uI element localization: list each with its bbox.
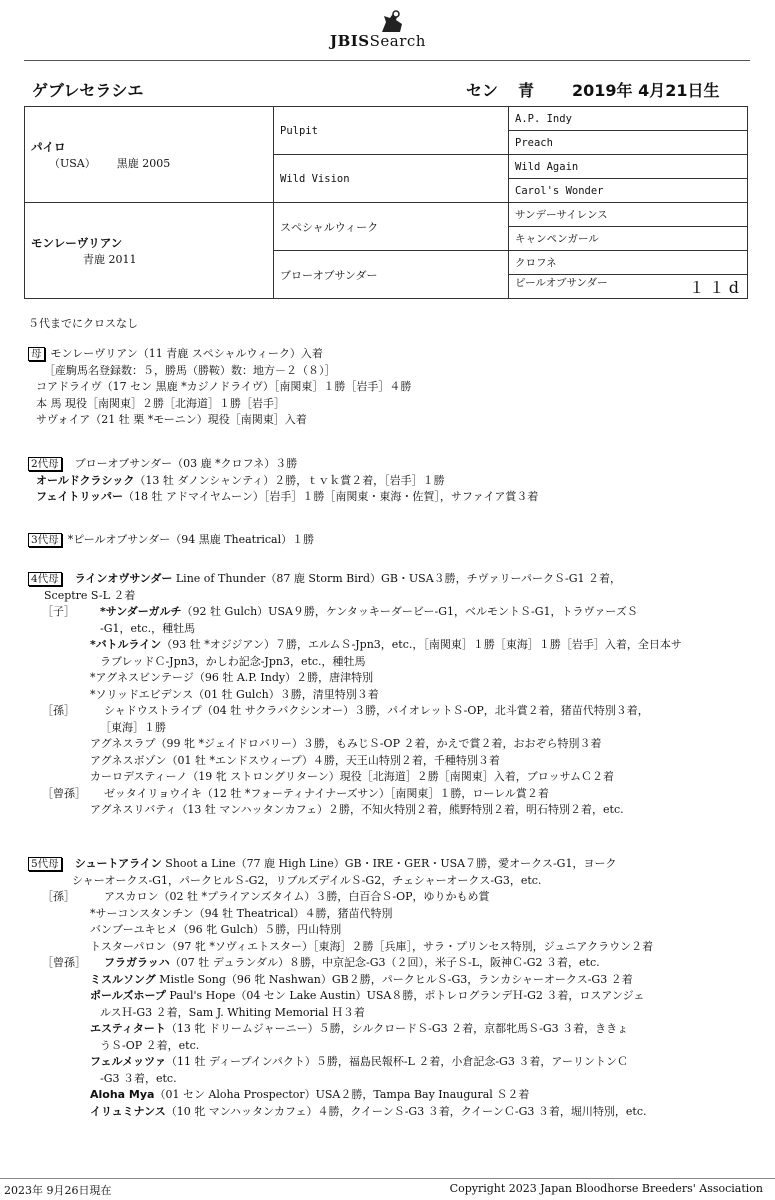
pedigree-g2-cell: Pulpit: [274, 107, 509, 155]
dam-meta: 青鹿 2011: [83, 252, 137, 266]
pedigree-table: [24, 106, 748, 299]
list-item: トスターパロン（97 牝 *ソヴィエトスター）［東海］２勝［兵庫］，サラ・プリンセス特別，ジュニアクラウン２着: [90, 939, 654, 953]
dam-name[interactable]: モンレーヴリアン: [31, 235, 123, 250]
horse-header: [32, 78, 752, 100]
footer-date: 2023年 9月26日現在: [4, 1184, 112, 1197]
pedigree-g2-cell[interactable]: スペシャルウィーク: [274, 203, 509, 251]
horse-sex: セン: [466, 81, 499, 100]
section-tag-3rd-dam: 3代母: [28, 533, 62, 547]
list-item: *バトルライン（93 牡 *オジジアン）７勝，エルムＳ-Jpn3，etc.，［南関東］１勝［東海］１勝［岩手］入着，全日本サ: [90, 638, 682, 651]
pedigree-g3-cell[interactable]: Carol's Wonder: [509, 179, 748, 203]
header-divider: [24, 60, 750, 61]
dam-cell: [25, 203, 274, 299]
list-item: *ソリッドエビデンス（01 牡 Gulch）３勝，清里特別３着: [90, 687, 379, 701]
list-item: アグネスボゾン（01 牡 *エンドスウィープ）４勝，天王山特別２着，千種特別３着: [90, 753, 500, 767]
list-item: カーロデスティーノ（19 牝 ストロングリターン）現役［北海道］２勝［南関東］入着，ブロッサムＣ２着: [90, 770, 615, 783]
list-item: エスティタート（13 牝 ドリームジャーニー）５勝，シルクロードＳ-G3 ２着，京都牝馬Ｓ-G3 ３着，ききょ: [90, 1022, 629, 1035]
list-item: フェルメッツァ（11 牡 ディープインパクト）５勝，福島民報杯-L ２着，小倉記念-G3 ３着，アーリントンＣ: [90, 1055, 629, 1068]
horse-birthdate: 2019年 4月21日生: [572, 81, 720, 100]
footer-copyright: Copyright 2023 Japan Bloodhorse Breeders' Association: [449, 1182, 763, 1195]
sire-cell: [25, 107, 274, 203]
horse-name: ゲブレセラシエ: [32, 81, 144, 100]
horse-rider-icon: [378, 8, 406, 34]
list-item: オールドクラシック（13 牡 ダノンシャンティ）２勝，ｔｖｋ賞２着，［岩手］１勝: [36, 473, 445, 487]
fifth-dam-section: 5代母 シュートアライン Shoot a Line（77 鹿 High Line）GB・IRE・GER・USA７勝，愛オークス-G1，ヨーク シャーオークス-G1，パークヒルＳ-G2，リブルズデイルＳ-G2，チェシャーオークス-G3，etc. ［孫］ アスカロン（02 牡 *プライアンズタイム）３勝，白百合Ｓ-OP，ゆりかもめ賞 *サーコンスタンチン（94 牡 Theatrical）４勝，猪苗代特別 バンブーユキヒメ（96 牝 Gulch）５勝，円山特別 トスターパロン（97 牝 *ソヴィエトスター）［東海］２勝［兵庫］，サラ・プリンセス特別，ジュニアクラウン２着 ［曾孫］ フラガラッハ（07 牡 デュランダル）８勝，中京記念-G3（２回），米子Ｓ-L，阪神Ｃ-G2 ３着，etc. ミスルソング Mistle Song（96 牝 Nashwan）GB２勝，パークヒルＳ-G3，ランカシャーオークス-G3 ２着 ポールズホープ Paul's Hope（04 セン Lake Austin）USA８勝，ポトレログランデＨ-G2 ３着，ロスアンジェ ルスＨ-G3 ２着，Sam J. Whiting Memorial Ｈ３着 エスティタート（13 牝 ドリームジャーニー）５勝，シルクロードＳ-G3 ２着，京都牝馬Ｓ-G3 ３着，ききょ うＳ-OP ２着，etc. フェルメッツァ（11 牡 ディープインパクト）５勝，福島民報杯-L ２着，小倉記念-G3 ３着，アーリントンＣ -G3 ３着，etc. Aloha Mya（01 セン Aloha Prospector）USA２勝，Tampa Bay Inaugural Ｓ２着 イリュミナンス（10 牝 マンハッタンカフェ）４勝，クイーンＳ-G3 ３着，クイーンＣ-G3 ３着，堀川特別，etc.: [28, 856, 758, 1120]
third-dam-section: 3代母 *ピールオブサンダー（94 黒鹿 Theatrical）１勝: [28, 532, 758, 549]
second-dam-section: 2代母 ブローオブサンダー（03 鹿 *クロフネ）３勝 オールドクラシック（13 牡 ダノンシャンティ）２勝，ｔｖｋ賞２着，［岩手］１勝 フェイトリッパー（18 牡 アドマイヤムーン）［岩手］１勝［南関東・東海・佐賀］，サファイア賞３着: [28, 456, 758, 506]
jbis-logo[interactable]: [330, 8, 460, 54]
list-item: ［曾孫］ ゼッタイリョウイキ（12 牡 *フォーティナイナーズサン）［南関東］１勝，ローレル賞２着: [42, 786, 549, 800]
list-item: ［孫］ アスカロン（02 牡 *プライアンズタイム）３勝，白百合Ｓ-OP，ゆりかもめ賞: [42, 890, 490, 903]
pedigree-g3-cell[interactable]: クロフネ: [509, 251, 748, 275]
list-item: アグネスリバティ（13 牡 マンハッタンカフェ）２勝，不知火特別２着，熊野特別２着，明石特別２着，etc.: [90, 803, 624, 816]
dam-section: 母 モンレーヴリアン（11 青鹿 スペシャルウィーク）入着 ［産駒馬名登録数：５，勝馬（勝鞍）数：地方－２（８）］ コアドライヴ（17 セン 黒鹿 *カジノドライヴ）［南関東］１勝［岩手］４勝 本 馬 現役［南関東］２勝［北海道］１勝［岩手］ サヴォイア（21 牡 栗 *モーニン）現役［南関東］入着: [28, 346, 758, 429]
horse-coat: 青: [518, 81, 535, 100]
sire-name[interactable]: パイロ: [31, 139, 66, 154]
list-item: コアドライヴ（17 セン 黒鹿 *カジノドライヴ）［南関東］１勝［岩手］４勝: [36, 380, 412, 393]
fourth-dam-section: 4代母 ラインオヴサンダー Line of Thunder（87 鹿 Storm Bird）GB・USA３勝，チヴァリーパークＳ-G1 ２着， Sceptre S-L ２着 ［子］ *サンダーガルチ（92 牡 Gulch）USA９勝，ケンタッキーダービー-G1，ベルモントＳ-G1，トラヴァーズＳ -G1，etc.，種牡馬 *バトルライン（93 牡 *オジジアン）７勝，エルムＳ-Jpn3，etc.，［南関東］１勝［東海］１勝［岩手］入着，全日本サ ラブレッドＣ-Jpn3，かしわ記念-Jpn3，etc.，種牡馬 *アグネスビンテージ（96 牡 A.P. Indy）２勝，唐津特別 *ソリッドエビデンス（01 牡 Gulch）３勝，清里特別３着 ［孫］ シャドウストライプ（04 牡 サクラバクシンオー）３勝，パイオレットＳ-OP，北斗賞２着，猪苗代特別３着， ［東海］１勝 アグネスラプ（99 牝 *ジェイドロバリー）３勝，もみじＳ-OP ２着，かえで賞２着，おおぞら特別３着 アグネスボゾン（01 牡 *エンドスウィープ）４勝，天王山特別２着，千種特別３着 カーロデスティーノ（19 牝 ストロングリターン）現役［北海道］２勝［南関東］入着，ブロッサムＣ２着 ［曾孫］ ゼッタイリョウイキ（12 牡 *フォーティナイナーズサン）［南関東］１勝，ローレル賞２着 アグネスリバティ（13 牡 マンハッタンカフェ）２勝，不知火特別２着，熊野特別２着，明石特別２着，etc.: [28, 571, 758, 819]
list-item: *サーコンスタンチン（94 牡 Theatrical）４勝，猪苗代特別: [90, 906, 393, 920]
pedigree-g2-cell: Wild Vision: [274, 155, 509, 203]
pedigree-g3-cell[interactable]: Preach: [509, 131, 748, 155]
pedigree-g3-cell[interactable]: A.P. Indy: [509, 107, 748, 131]
pedigree-g3-cell[interactable]: サンデーサイレンス: [509, 203, 748, 227]
section-tag-2nd-dam: 2代母: [28, 457, 62, 471]
list-item: ポールズホープ Paul's Hope（04 セン Lake Austin）USA８勝，ポトレログランデＨ-G2 ３着，ロスアンジェ: [90, 989, 645, 1002]
list-item: 本 馬 現役［南関東］２勝［北海道］１勝［岩手］: [36, 396, 285, 410]
list-item: アグネスラプ（99 牝 *ジェイドロバリー）３勝，もみじＳ-OP ２着，かえで賞２着，おおぞら特別３着: [90, 737, 602, 750]
dosage-label: １１d: [688, 278, 743, 297]
list-item: ［孫］ シャドウストライプ（04 牡 サクラバクシンオー）３勝，パイオレットＳ-OP，北斗賞２着，猪苗代特別３着，: [42, 704, 649, 717]
section-tag-5th-dam: 5代母: [28, 857, 62, 871]
pedigree-g3-cell[interactable]: キャンペンガール: [509, 227, 748, 251]
list-item: *アグネスビンテージ（96 牡 A.P. Indy）２勝，唐津特別: [90, 671, 374, 684]
list-item: Aloha Mya（01 セン Aloha Prospector）USA２勝，Tampa Bay Inaugural Ｓ２着: [90, 1088, 530, 1101]
list-item: フェイトリッパー（18 牡 アドマイヤムーン）［岩手］１勝［南関東・東海・佐賀］，サファイア賞３着: [36, 490, 539, 503]
section-tag-4th-dam: 4代母: [28, 572, 62, 586]
cross-note: ５代までにクロスなし: [28, 317, 138, 330]
pedigree-g2-cell[interactable]: ブローオブサンダー: [274, 251, 509, 299]
pedigree-g3-cell: ピールオブサンダー １１d: [509, 275, 748, 299]
section-tag-dam: 母: [28, 347, 45, 361]
logo-wordmark: JBISSearch: [330, 32, 426, 50]
list-item: イリュミナンス（10 牝 マンハッタンカフェ）４勝，クイーンＳ-G3 ３着，クイーンＣ-G3 ３着，堀川特別，etc.: [90, 1104, 647, 1118]
list-item: ［子］ *サンダーガルチ（92 牡 Gulch）USA９勝，ケンタッキーダービー-G1，ベルモントＳ-G1，トラヴァーズＳ: [42, 605, 638, 618]
list-item: バンブーユキヒメ（96 牝 Gulch）５勝，円山特別: [90, 923, 342, 936]
pedigree-g3-cell[interactable]: Wild Again: [509, 155, 748, 179]
list-item: ［曾孫］ フラガラッハ（07 牡 デュランダル）８勝，中京記念-G3（２回），米子Ｓ-L，阪神Ｃ-G2 ３着，etc.: [42, 956, 600, 969]
footer-divider: [0, 1178, 775, 1179]
sire-meta: （USA） 黒鹿 2005: [49, 156, 171, 170]
list-item: ミスルソング Mistle Song（96 牝 Nashwan）GB２勝，パークヒルＳ-G3，ランカシャーオークス-G3 ２着: [90, 972, 633, 986]
list-item: サヴォイア（21 牡 栗 *モーニン）現役［南関東］入着: [36, 413, 307, 426]
